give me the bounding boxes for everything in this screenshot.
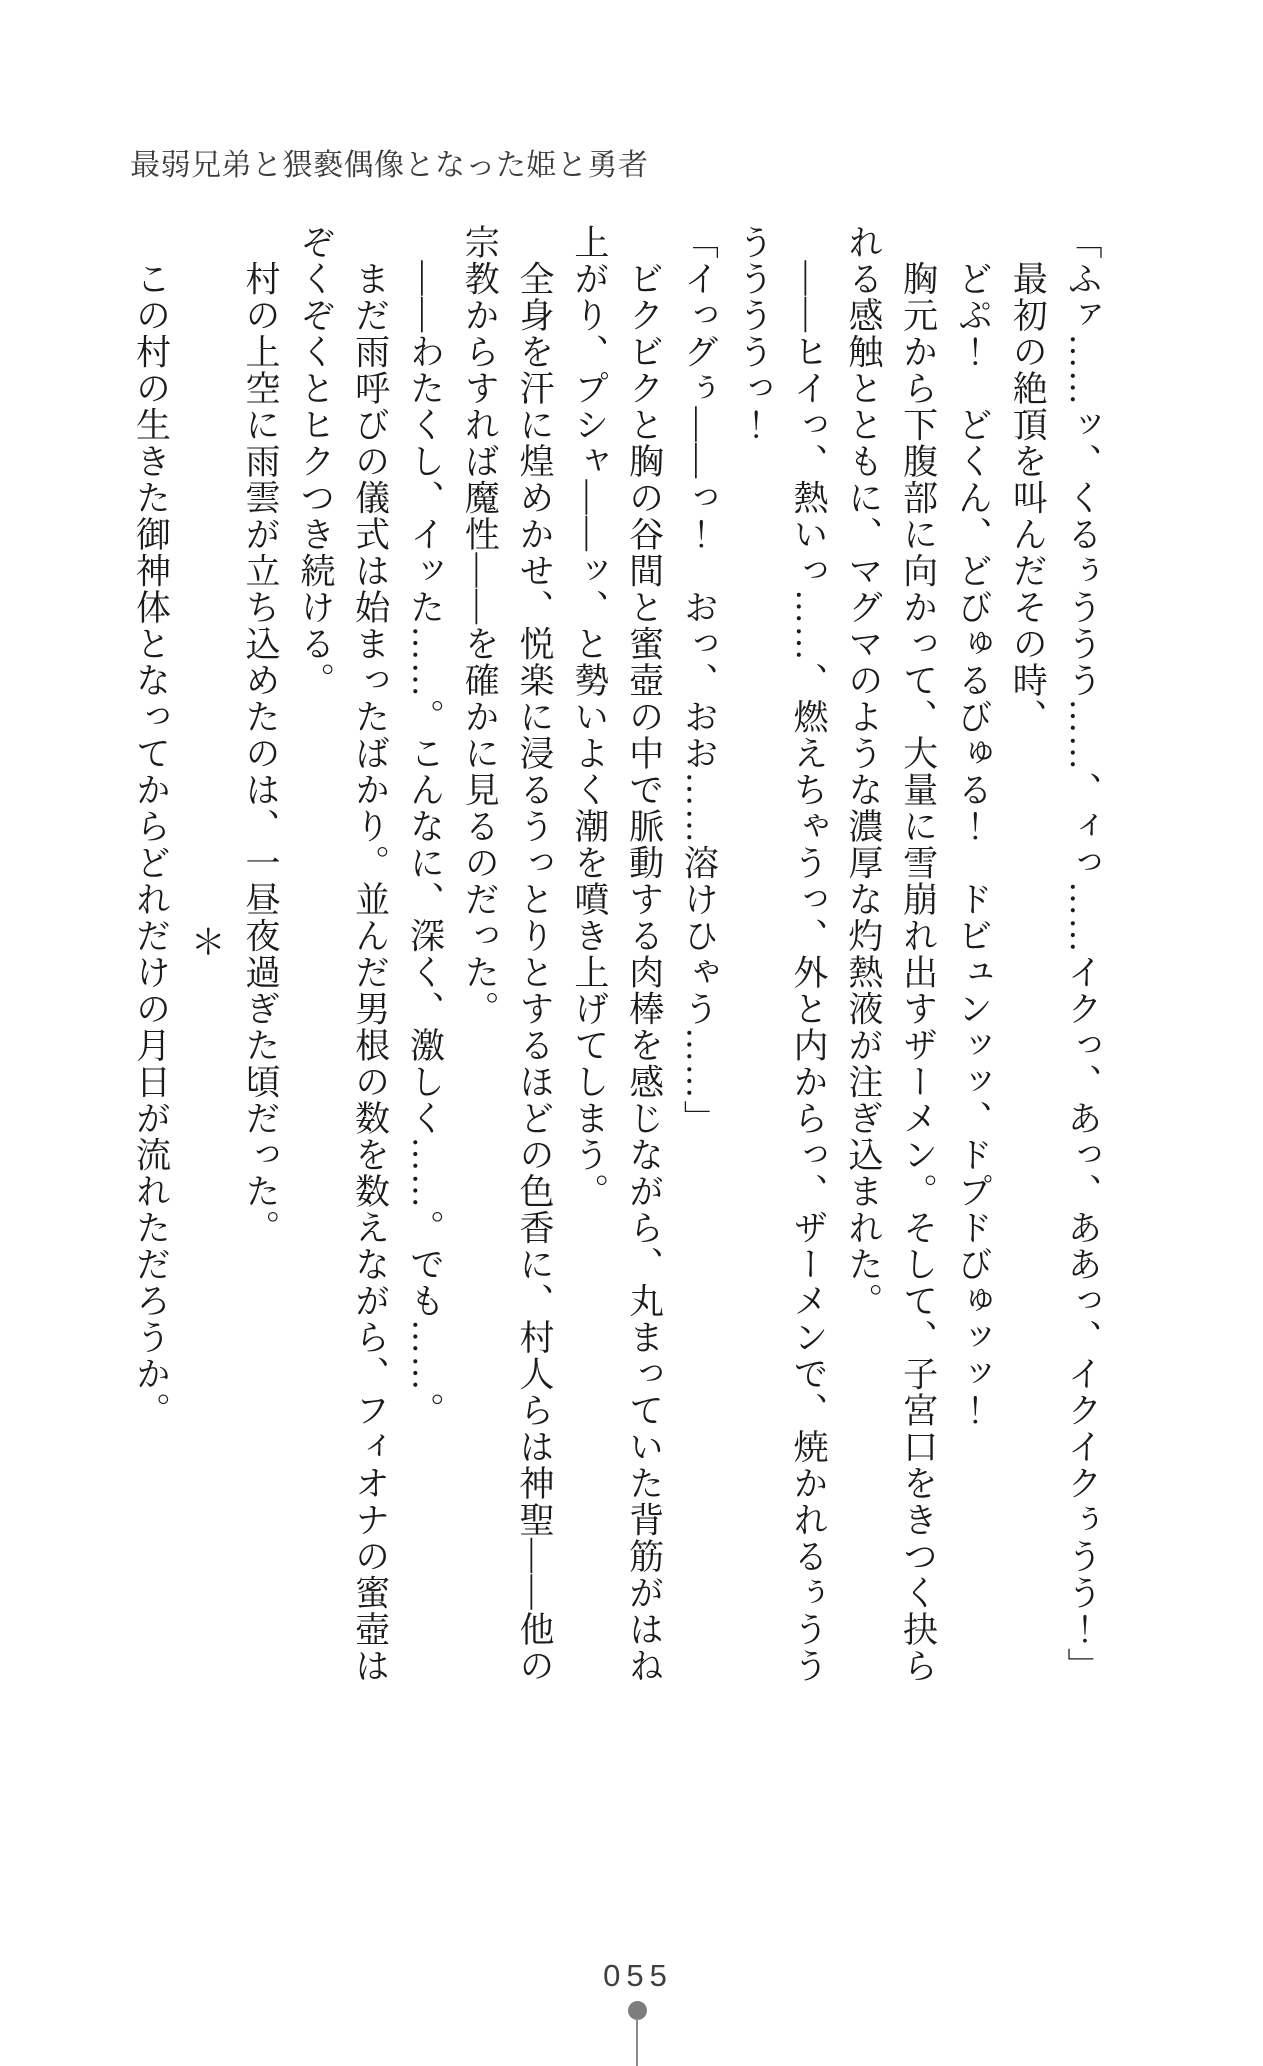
main-text-block — [123, 224, 1109, 1684]
text-column: 宗教からすれば魔性――を確かに見るのだった。 — [460, 224, 500, 1027]
page-number: 055 — [603, 1958, 673, 1993]
footer-stem-ornament — [636, 2018, 638, 2066]
text-column: 「ふァ……ッ、くるぅううう……、ィっ……イクっ、あっ、ああっ、イクイクぅうう！」 — [1063, 224, 1102, 1684]
text-column: 上がり、プシャ――ッ、と勢いよく潮を噴き上げてしまう。 — [569, 224, 609, 1210]
text-column: 「イっグぅ――っ！ おっ、おお……溶けひゃう……」 — [679, 224, 719, 1137]
text-column: まだ雨呼びの儀式は始まったばかり。並んだ男根の数を数えながら、フィオナの蜜壺は — [350, 224, 390, 1684]
text-column: どぷ！ どくん、どびゅるびゅる！ ドビュンッッ、ドプドびゅッッ！ — [953, 224, 993, 1429]
text-column: ――わたくし、イッた……。こんなに、深く、激しく……。でも……。 — [405, 224, 445, 1429]
text-column: ううううっ！ — [734, 224, 774, 443]
text-column: この村の生きた御神体となってからどれだけの月日が流れただろうか。 — [131, 224, 171, 1429]
text-column: ビクビクと胸の谷間と蜜壺の中で脈動する肉棒を感じながら、丸まっていた背筋がはね — [624, 224, 664, 1684]
text-column: ＊ — [186, 923, 226, 961]
text-column: ――ヒイっ、熱いっ……、燃えちゃうっ、外と内からっ、ザーメンで、焼かれるぅうう — [789, 224, 829, 1684]
text-column: 全身を汗に煌めかせ、悦楽に浸るうっとりとするほどの色香に、村人らは神聖――他の — [515, 224, 555, 1684]
text-column: 最初の絶頂を叫んだその時、 — [1008, 224, 1048, 735]
text-column: ぞくぞくとヒクつき続ける。 — [295, 224, 335, 699]
text-column: れる感触とともに、マグマのような濃厚な灼熱液が注ぎ込まれた。 — [843, 224, 883, 1319]
text-column: 村の上空に雨雲が立ち込めたのは、一昼夜過ぎた頃だった。 — [241, 224, 281, 1246]
running-title: 最弱兄弟と猥褻偶像となった姫と勇者 — [130, 149, 649, 182]
text-column: 胸元から下腹部に向かって、大量に雪崩れ出すザーメン。そして、子宮口をきつく抉ら — [898, 224, 938, 1684]
